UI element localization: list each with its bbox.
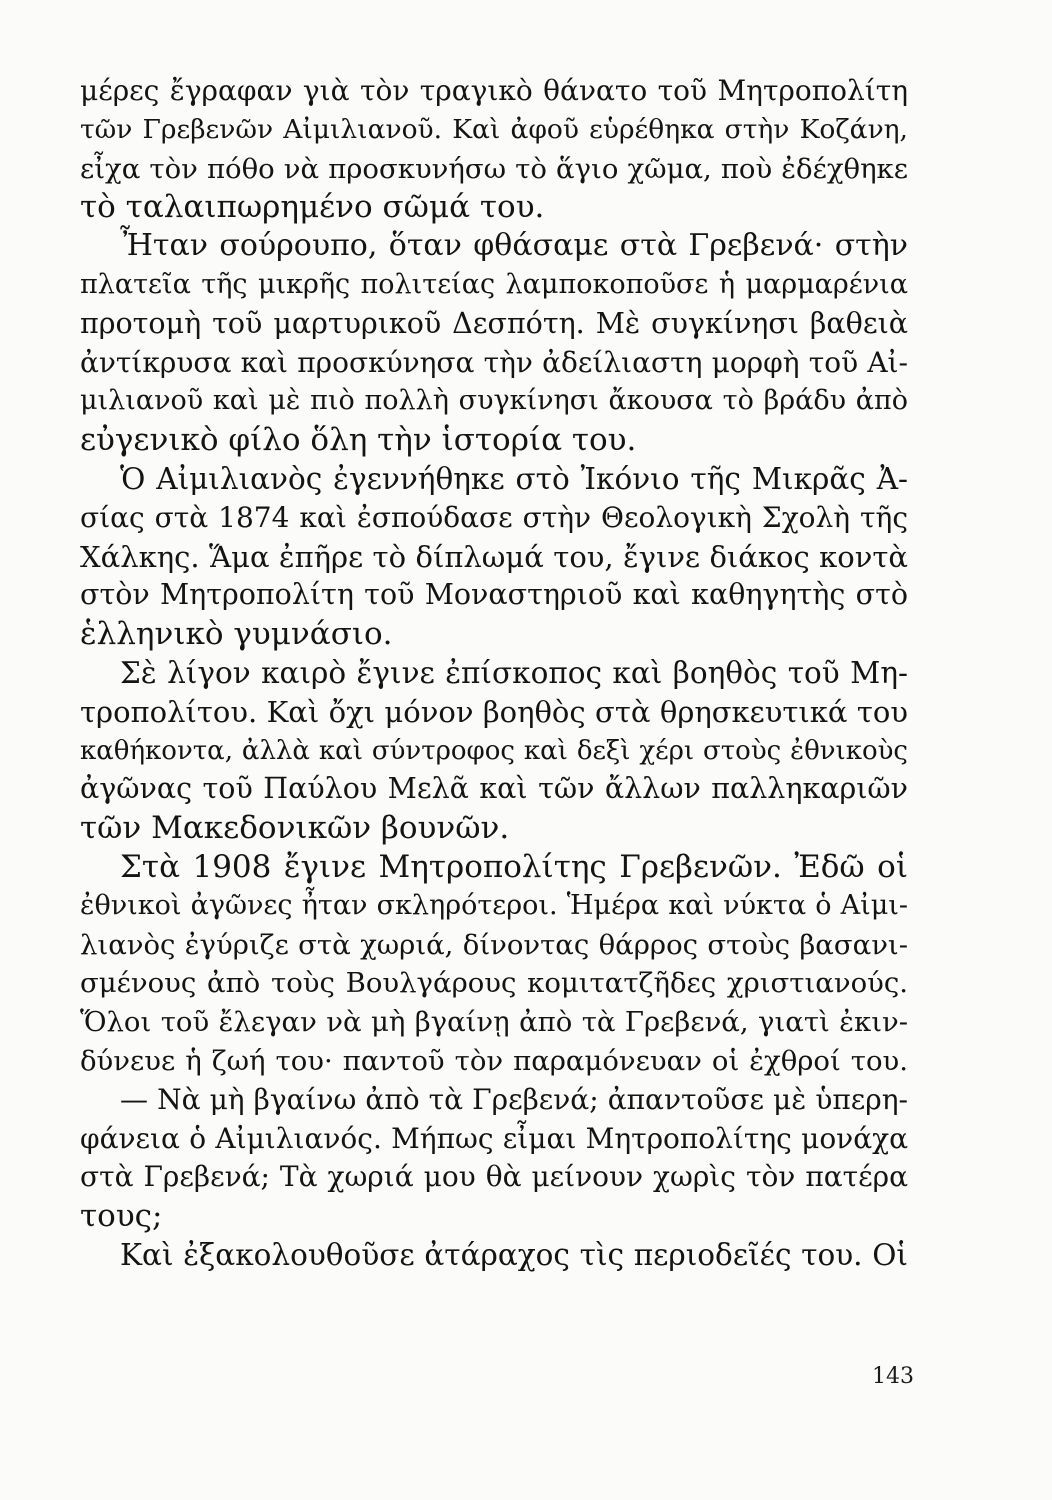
text-line-31: Καὶ ἐξακολουθοῦσε ἀτάραχος τὶς περιοδεῖές του. Οἱ [120, 1237, 908, 1272]
text-line-29: στὰ Γρεβενά; Τὰ χωριά μου θὰ μείνουν χωρὶς τὸν πατέρα [80, 1160, 908, 1194]
text-line-30: τους; [80, 1198, 163, 1235]
text-line-12: σίας στὰ 1874 καὶ ἐσπούδασε στὴν Θεολογικὴ Σχολὴ τῆς [80, 500, 908, 534]
text-line-2: τῶν Γρεβενῶν Αἰμιλιανοῦ. Καὶ ἀφοῦ εὑρέθηκα στὴν Κοζάνη, [80, 113, 908, 145]
text-line-16: Σὲ λίγον καιρὸ ἔγινε ἐπίσκοπος καὶ βοηθὸς τοῦ Μη- [120, 655, 908, 690]
text-line-8: ἀντίκρυσα καὶ προσκύνησα τὴν ἀδείλιαστη μορφὴ τοῦ Αἰ- [80, 345, 908, 379]
text-line-3: εἶχα τὸν πόθο νὰ προσκυνήσω τὸ ἅγιο χῶμα, ποὺ ἐδέχθηκε [80, 152, 908, 185]
text-line-22: ἐθνικοὶ ἀγῶνες ἦταν σκληρότεροι. Ἡμέρα καὶ νύκτα ὁ Αἰμι- [80, 889, 908, 921]
text-line-26: δύνευε ἡ ζωή του· παντοῦ τὸν παραμόνευαν οἱ ἐχθροί του. [80, 1044, 908, 1077]
text-line-13: Χάλκης. Ἅμα ἐπῆρε τὸ δίπλωμά του, ἔγινε διάκος κοντὰ [80, 539, 908, 574]
text-line-23: λιανὸς ἐγύριζε στὰ χωριά, δίνοντας θάρρος στοὺς βασανι- [80, 928, 908, 961]
text-line-25: Ὅλοι τοῦ ἔλεγαν νὰ μὴ βγαίνῃ ἀπὸ τὰ Γρεβενά, γιατὶ ἐκιν- [80, 1006, 908, 1039]
text-line-10: εὐγενικὸ φίλο ὅλη τὴν ἱστορία του. [80, 422, 637, 459]
text-line-11: Ὁ Αἰμιλιανὸς ἐγεννήθηκε στὸ Ἰκόνιο τῆς Μικρᾶς Ἀ- [120, 461, 908, 496]
text-line-9: μιλιανοῦ καὶ μὲ πιὸ πολλὴ συγκίνησι ἄκουσα τὸ βράδυ ἀπὸ [80, 385, 908, 417]
body-text [80, 72, 908, 1275]
text-line-28: φάνεια ὁ Αἰμιλιανός. Μήπως εἶμαι Μητροπολίτης μονάχα [80, 1121, 908, 1155]
text-line-27: — Νὰ μὴ βγαίνω ἀπὸ τὰ Γρεβενά; ἀπαντοῦσε μὲ ὑπερη- [120, 1082, 908, 1116]
text-line-6: πλατεῖα τῆς μικρῆς πολιτείας λαμποκοποῦσε ἡ μαρμαρένια [80, 268, 908, 300]
text-line-19: ἀγῶνας τοῦ Παύλου Μελᾶ καὶ τῶν ἄλλων παλληκαριῶν [80, 772, 908, 806]
text-line-7: προτομὴ τοῦ μαρτυρικοῦ Δεσπότη. Μὲ συγκίνησι βαθειὰ [80, 306, 908, 340]
text-line-15: ἑλληνικὸ γυμνάσιο. [80, 616, 393, 653]
text-line-5: Ἦταν σούρουπο, ὅταν φθάσαμε στὰ Γρεβενά· στὴν [120, 228, 908, 264]
text-line-17: τροπολίτου. Καὶ ὄχι μόνον βοηθὸς στὰ θρησκευτικά του [80, 694, 908, 729]
text-line-20: τῶν Μακεδονικῶν βουνῶν. [80, 810, 510, 847]
text-line-18: καθήκοντα, ἀλλὰ καὶ σύντροφος καὶ δεξὶ χέρι στοὺς ἐθνικοὺς [80, 735, 908, 766]
text-line-21: Στὰ 1908 ἔγινε Μητροπολίτης Γρεβενῶν. Ἐδῶ οἱ [120, 848, 908, 885]
text-line-14: στὸν Μητροπολίτη τοῦ Μοναστηριοῦ καὶ καθηγητὴς στὸ [80, 578, 908, 612]
text-line-1: μέρες ἔγραφαν γιὰ τὸν τραγικὸ θάνατο τοῦ Μητροπολίτη [80, 74, 908, 107]
text-line-24: σμένους ἀπὸ τοὺς Βουλγάρους κομιτατζῆδες χριστιανούς. [80, 967, 908, 1000]
text-line-4: τὸ ταλαιπωρημένο σῶμά του. [80, 189, 545, 226]
page-number: 143 [872, 1364, 914, 1389]
